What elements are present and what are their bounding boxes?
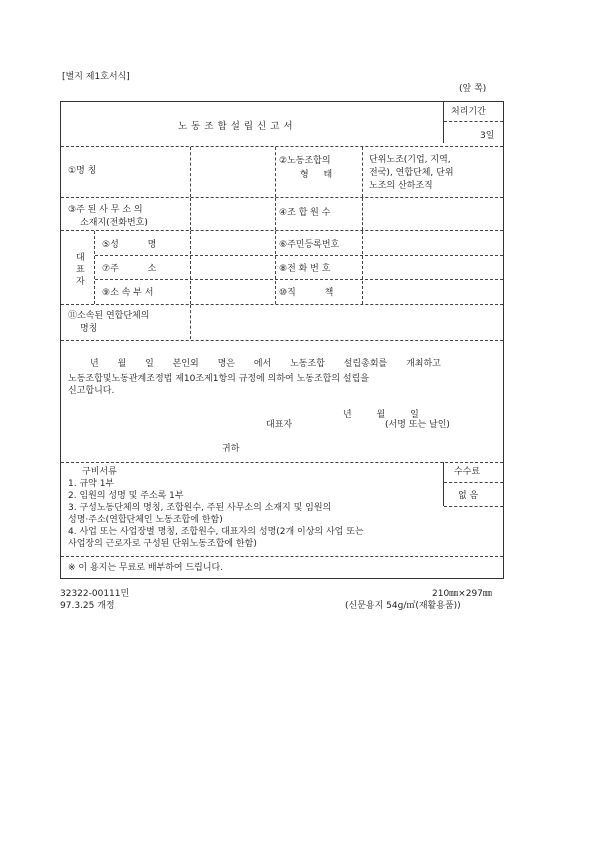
statement-line-2: 노동조합및노동관계조정법 제10조제1항의 규정에 의하여 노동조합의 설립을	[68, 374, 369, 384]
union-type-label-2: 형 태	[300, 170, 339, 180]
processing-sep	[444, 121, 503, 122]
fee-label: 수수료	[454, 467, 481, 477]
col-sep	[275, 147, 276, 197]
union-type-label: ②노동조합의	[279, 156, 331, 166]
rep-vertical-label: 대	[76, 253, 85, 263]
page-side-label: (앞 쪽)	[459, 84, 487, 94]
form-number-label: [별지 제1호서식]	[62, 72, 130, 82]
frame-top	[60, 101, 504, 102]
form-code: 32322-00111민	[60, 589, 130, 599]
rep-id-label: ⑥주민등록번호	[279, 240, 340, 250]
name-label: ①명 칭	[68, 166, 97, 176]
col-sep	[362, 147, 363, 197]
processing-divider	[443, 101, 444, 143]
document-item: 사업장의 근로자로 구성된 단위노동조합에 한함)	[68, 539, 257, 549]
paper-size: 210㎜×297㎜	[432, 589, 492, 599]
col-sep	[275, 198, 276, 230]
statement-line-1: 년 월 일 본인외 명은 에서 노동조합 설립총회를 개최하고	[90, 359, 441, 369]
fee-bottom	[444, 506, 503, 507]
frame-right	[503, 101, 504, 579]
rep-col-sep	[94, 231, 95, 304]
rep-phone-label: ⑧전 화 번 호	[279, 264, 331, 274]
row-sep-2	[61, 197, 503, 198]
document-item: 3. 구성노동단체의 명칭, 조합원수, 주된 사무소의 소재지 및 임원의	[68, 503, 332, 513]
fee-value: 없 음	[458, 491, 479, 501]
rep-vertical-label: 표	[76, 265, 85, 275]
col-sep	[190, 231, 191, 304]
addressee-label: 귀하	[222, 444, 240, 454]
row-sep-3	[61, 230, 503, 231]
frame-bottom	[60, 578, 504, 579]
rep-address-label: ⑦주 소	[102, 264, 157, 274]
document-item: 성명·주소(연합단체인 노동조합에 한함)	[68, 515, 223, 525]
rep-name-label: ⑤성 명	[102, 240, 157, 250]
federation-label-2: 명칭	[80, 324, 98, 334]
col-sep	[275, 231, 276, 304]
row-sep-7	[61, 556, 503, 557]
free-distribution-note: ※ 이 용지는 무료로 배부하여 드립니다.	[68, 563, 224, 573]
rep-row-sep	[95, 279, 503, 280]
statement-line-3: 신고합니다.	[68, 386, 115, 396]
col-sep	[362, 198, 363, 230]
document-item: 1. 규약 1부	[68, 479, 115, 489]
documents-heading: 구비서류	[82, 467, 117, 477]
office-label: ③주 된 사 무 소 의	[68, 205, 143, 215]
signature-note: (서명 또는 날인)	[385, 420, 450, 430]
document-item: 2. 임원의 성명 및 주소록 1부	[68, 491, 184, 501]
row-sep-6	[61, 462, 503, 463]
union-type-options: 전국), 연합단체, 단위	[369, 168, 454, 178]
col-sep	[190, 305, 191, 339]
federation-label: ⑪소속된 연합단체의	[68, 311, 150, 321]
statement-date: 년 월 일	[343, 410, 419, 420]
revision-date: 97.3.25 개정	[60, 601, 115, 611]
rep-row-sep	[95, 255, 503, 256]
rep-dept-label: ⑨소 속 부 서	[102, 288, 154, 298]
form-title: 노동조합설립신고서	[178, 121, 297, 132]
union-type-options: 노조의 산하조직	[369, 181, 433, 191]
row-sep-5	[61, 340, 503, 341]
col-sep	[190, 147, 191, 197]
rep-vertical-label: 자	[76, 277, 85, 287]
union-type-options: 단위노조(기업, 지역,	[369, 155, 451, 165]
row-sep-1	[61, 146, 503, 147]
row-sep-4	[61, 304, 503, 305]
representative-label: 대표자	[266, 420, 293, 430]
processing-label: 처리기간	[451, 107, 486, 117]
rep-position-label: ⑩직 책	[279, 288, 334, 298]
office-label-2: 소재지(전화번호)	[80, 218, 148, 228]
paper-type: (신문용지 54g/㎡(재활용품))	[345, 601, 461, 611]
col-sep	[362, 231, 363, 304]
document-item: 4. 사업 또는 사업장별 명칭, 조합원수, 대표자의 성명(2개 이상의 사업 또는	[68, 527, 364, 537]
members-label: ④조 합 원 수	[279, 208, 331, 218]
col-sep	[190, 198, 191, 230]
fee-divider	[443, 462, 444, 506]
fee-sep	[444, 482, 503, 483]
processing-value: 3일	[480, 131, 495, 141]
